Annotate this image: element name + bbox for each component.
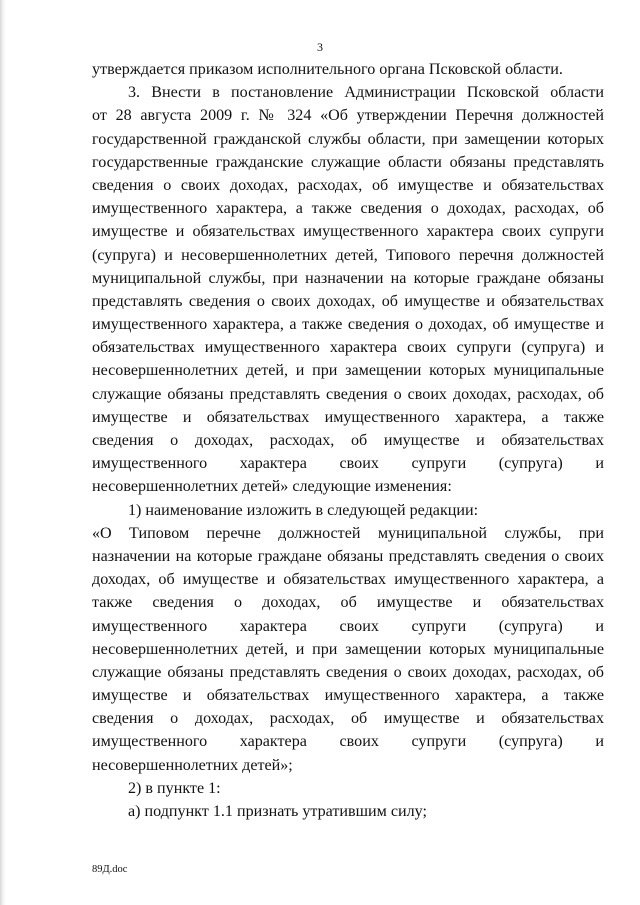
quoted-text-line: доходах, об имуществе и обязательствах имущественного характера, а <box>92 571 604 589</box>
quoted-text-line: несовершеннолетних детей, и при замещении которых муниципальные <box>92 640 604 658</box>
subitem-1-line: 1) наименование изложить в следующей редакции: <box>128 501 479 519</box>
text-line: государственной гражданской службы области, при замещении которых <box>92 130 604 148</box>
scan-edge <box>0 0 6 905</box>
paragraph-3-start-line: 3. Внести в постановление Администрации Псковской области <box>128 84 604 102</box>
text-line: имущественного характера своих супруги (супруга) и <box>92 455 604 473</box>
text-line: несовершеннолетних детей, и при замещении которых муниципальные <box>92 362 604 380</box>
text-line: государственные гражданские служащие области обязаны представлять <box>92 153 604 171</box>
text-line: утверждается приказом исполнительного органа Псковской области. <box>92 61 563 78</box>
text-line: имущественного характера, а также сведения о доходах, расходах, об <box>92 200 604 218</box>
document-body <box>92 58 604 823</box>
quoted-text-line: несовершеннолетних детей»; <box>92 756 293 774</box>
text-line: служащие обязаны представлять сведения о своих доходах, расходах, об <box>92 385 604 403</box>
quoted-text-line: служащие обязаны представлять сведения о своих доходах, расходах, об <box>92 663 604 681</box>
quoted-text-line: назначении на которые граждане обязаны представлять сведения о своих <box>92 547 604 565</box>
text-line: несовершеннолетних детей» следующие изменения: <box>92 478 452 496</box>
quoted-text-line: «О Типовом перечне должностей муниципальной службы, при <box>92 524 604 542</box>
quoted-text-line: имущественного характера своих супруги (супруга) и <box>92 617 604 635</box>
quoted-text-line: также сведения о доходах, об имуществе и обязательствах <box>92 594 604 612</box>
page-number: 3 <box>317 40 323 54</box>
text-line: муниципальной службы, при назначении на которые граждане обязаны <box>92 269 604 287</box>
subitem-2-line: 2) в пункте 1: <box>128 779 221 797</box>
quoted-text-line: сведения о доходах, расходах, об имуществе и обязательствах <box>92 710 604 728</box>
subitem-a-line: а) подпункт 1.1 признать утратившим силу; <box>128 803 427 820</box>
text-line: имуществе и обязательствах имущественного характера, а также <box>92 408 604 426</box>
text-line: обязательствах имущественного характера своих супруги (супруга) и <box>92 339 604 357</box>
text-line: имущественного характера, а также сведения о доходах, об имуществе и <box>92 316 604 334</box>
text-line: (супруга) и несовершеннолетних детей, Типового перечня должностей <box>92 246 604 264</box>
quoted-text-line: имуществе и обязательствах имущественного характера, а также <box>92 687 604 705</box>
text-line: сведения о доходах, расходах, об имуществе и обязательствах <box>92 432 604 449</box>
text-line: сведения о своих доходах, расходах, об имуществе и обязательствах <box>92 176 604 194</box>
quoted-text-line: имущественного характера своих супруги (супруга) и <box>92 733 604 751</box>
file-name-footer: 89Д.doc <box>92 864 128 875</box>
text-line: имуществе и обязательствах имущественного характера своих супруги <box>92 223 604 241</box>
text-line: представлять сведения о своих доходах, об имуществе и обязательствах <box>92 292 604 310</box>
text-line: от 28 августа 2009 г. № 324 «Об утверждении Перечня должностей <box>92 107 604 125</box>
